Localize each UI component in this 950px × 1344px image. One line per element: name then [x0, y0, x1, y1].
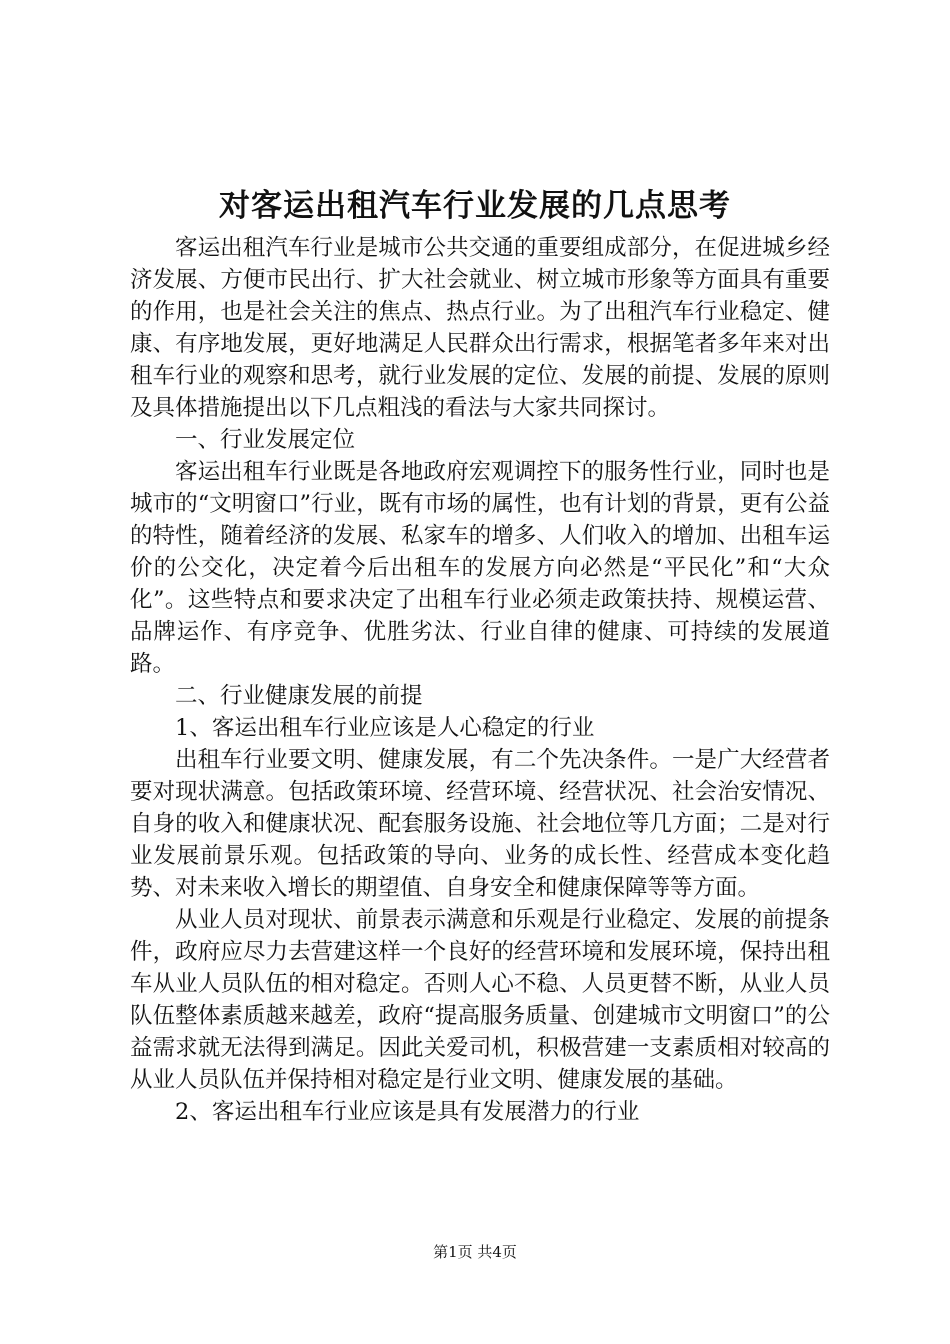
- paragraph-positioning: 客运出租车行业既是各地政府宏观调控下的服务性行业，同时也是城市的“文明窗口”行业，既有市场的属性，也有计划的背景，更有公益的特性，随着经济的发展、私家车的增多、人们收入的增加、出租车运价的公交化，决定着今后出租车的发展方向必然是“平民化”和“大众化”。这些特点和要求决定了出租车行业必须走政策扶持、规模运营、品牌运作、有序竞争、优胜劣汰、行业自律的健康、可持续的发展道路。: [130, 459, 830, 677]
- section-heading-2: 二、行业健康发展的前提: [175, 683, 423, 709]
- subsection-heading-2: 2、客运出租车行业应该是具有发展潜力的行业: [175, 1099, 640, 1125]
- section-heading-1: 一、行业发展定位: [175, 427, 356, 453]
- paragraph-intro: 客运出租汽车行业是城市公共交通的重要组成部分，在促进城乡经济发展、方便市民出行、扩大社会就业、树立城市形象等方面具有重要的作用，也是社会关注的焦点、热点行业。为了出租汽车行业稳定、健康、有序地发展，更好地满足人民群众出行需求，根据笔者多年来对出租车行业的观察和思考，就行业发展的定位、发展的前提、发展的原则及具体措施提出以下几点粗浅的看法与大家共同探讨。: [130, 235, 830, 421]
- page-number-footer: 第1页 共4页: [433, 1243, 517, 1261]
- paragraph-stability: 从业人员对现状、前景表示满意和乐观是行业稳定、发展的前提条件，政府应尽力去营建这样一个良好的经营环境和发展环境，保持出租车从业人员队伍的相对稳定。否则人心不稳、人员更替不断，从业人员队伍整体素质越来越差，政府“提高服务质量、创建城市文明窗口”的公益需求就无法得到满足。因此关爱司机，积极营建一支素质相对较高的从业人员队伍并保持相对稳定是行业文明、健康发展的基础。: [130, 907, 830, 1093]
- subsection-heading-1: 1、客运出租车行业应该是人心稳定的行业: [175, 715, 595, 741]
- document-title: 对客运出租汽车行业发展的几点思考: [219, 188, 731, 224]
- document-body: [130, 232, 830, 1128]
- paragraph-prerequisites: 出租车行业要文明、健康发展，有二个先决条件。一是广大经营者要对现状满意。包括政策环境、经营环境、经营状况、社会治安情况、自身的收入和健康状况、配套服务设施、社会地位等几方面；二是对行业发展前景乐观。包括政策的导向、业务的成长性、经营成本变化趋势、对未来收入增长的期望值、自身安全和健康保障等等方面。: [130, 747, 830, 901]
